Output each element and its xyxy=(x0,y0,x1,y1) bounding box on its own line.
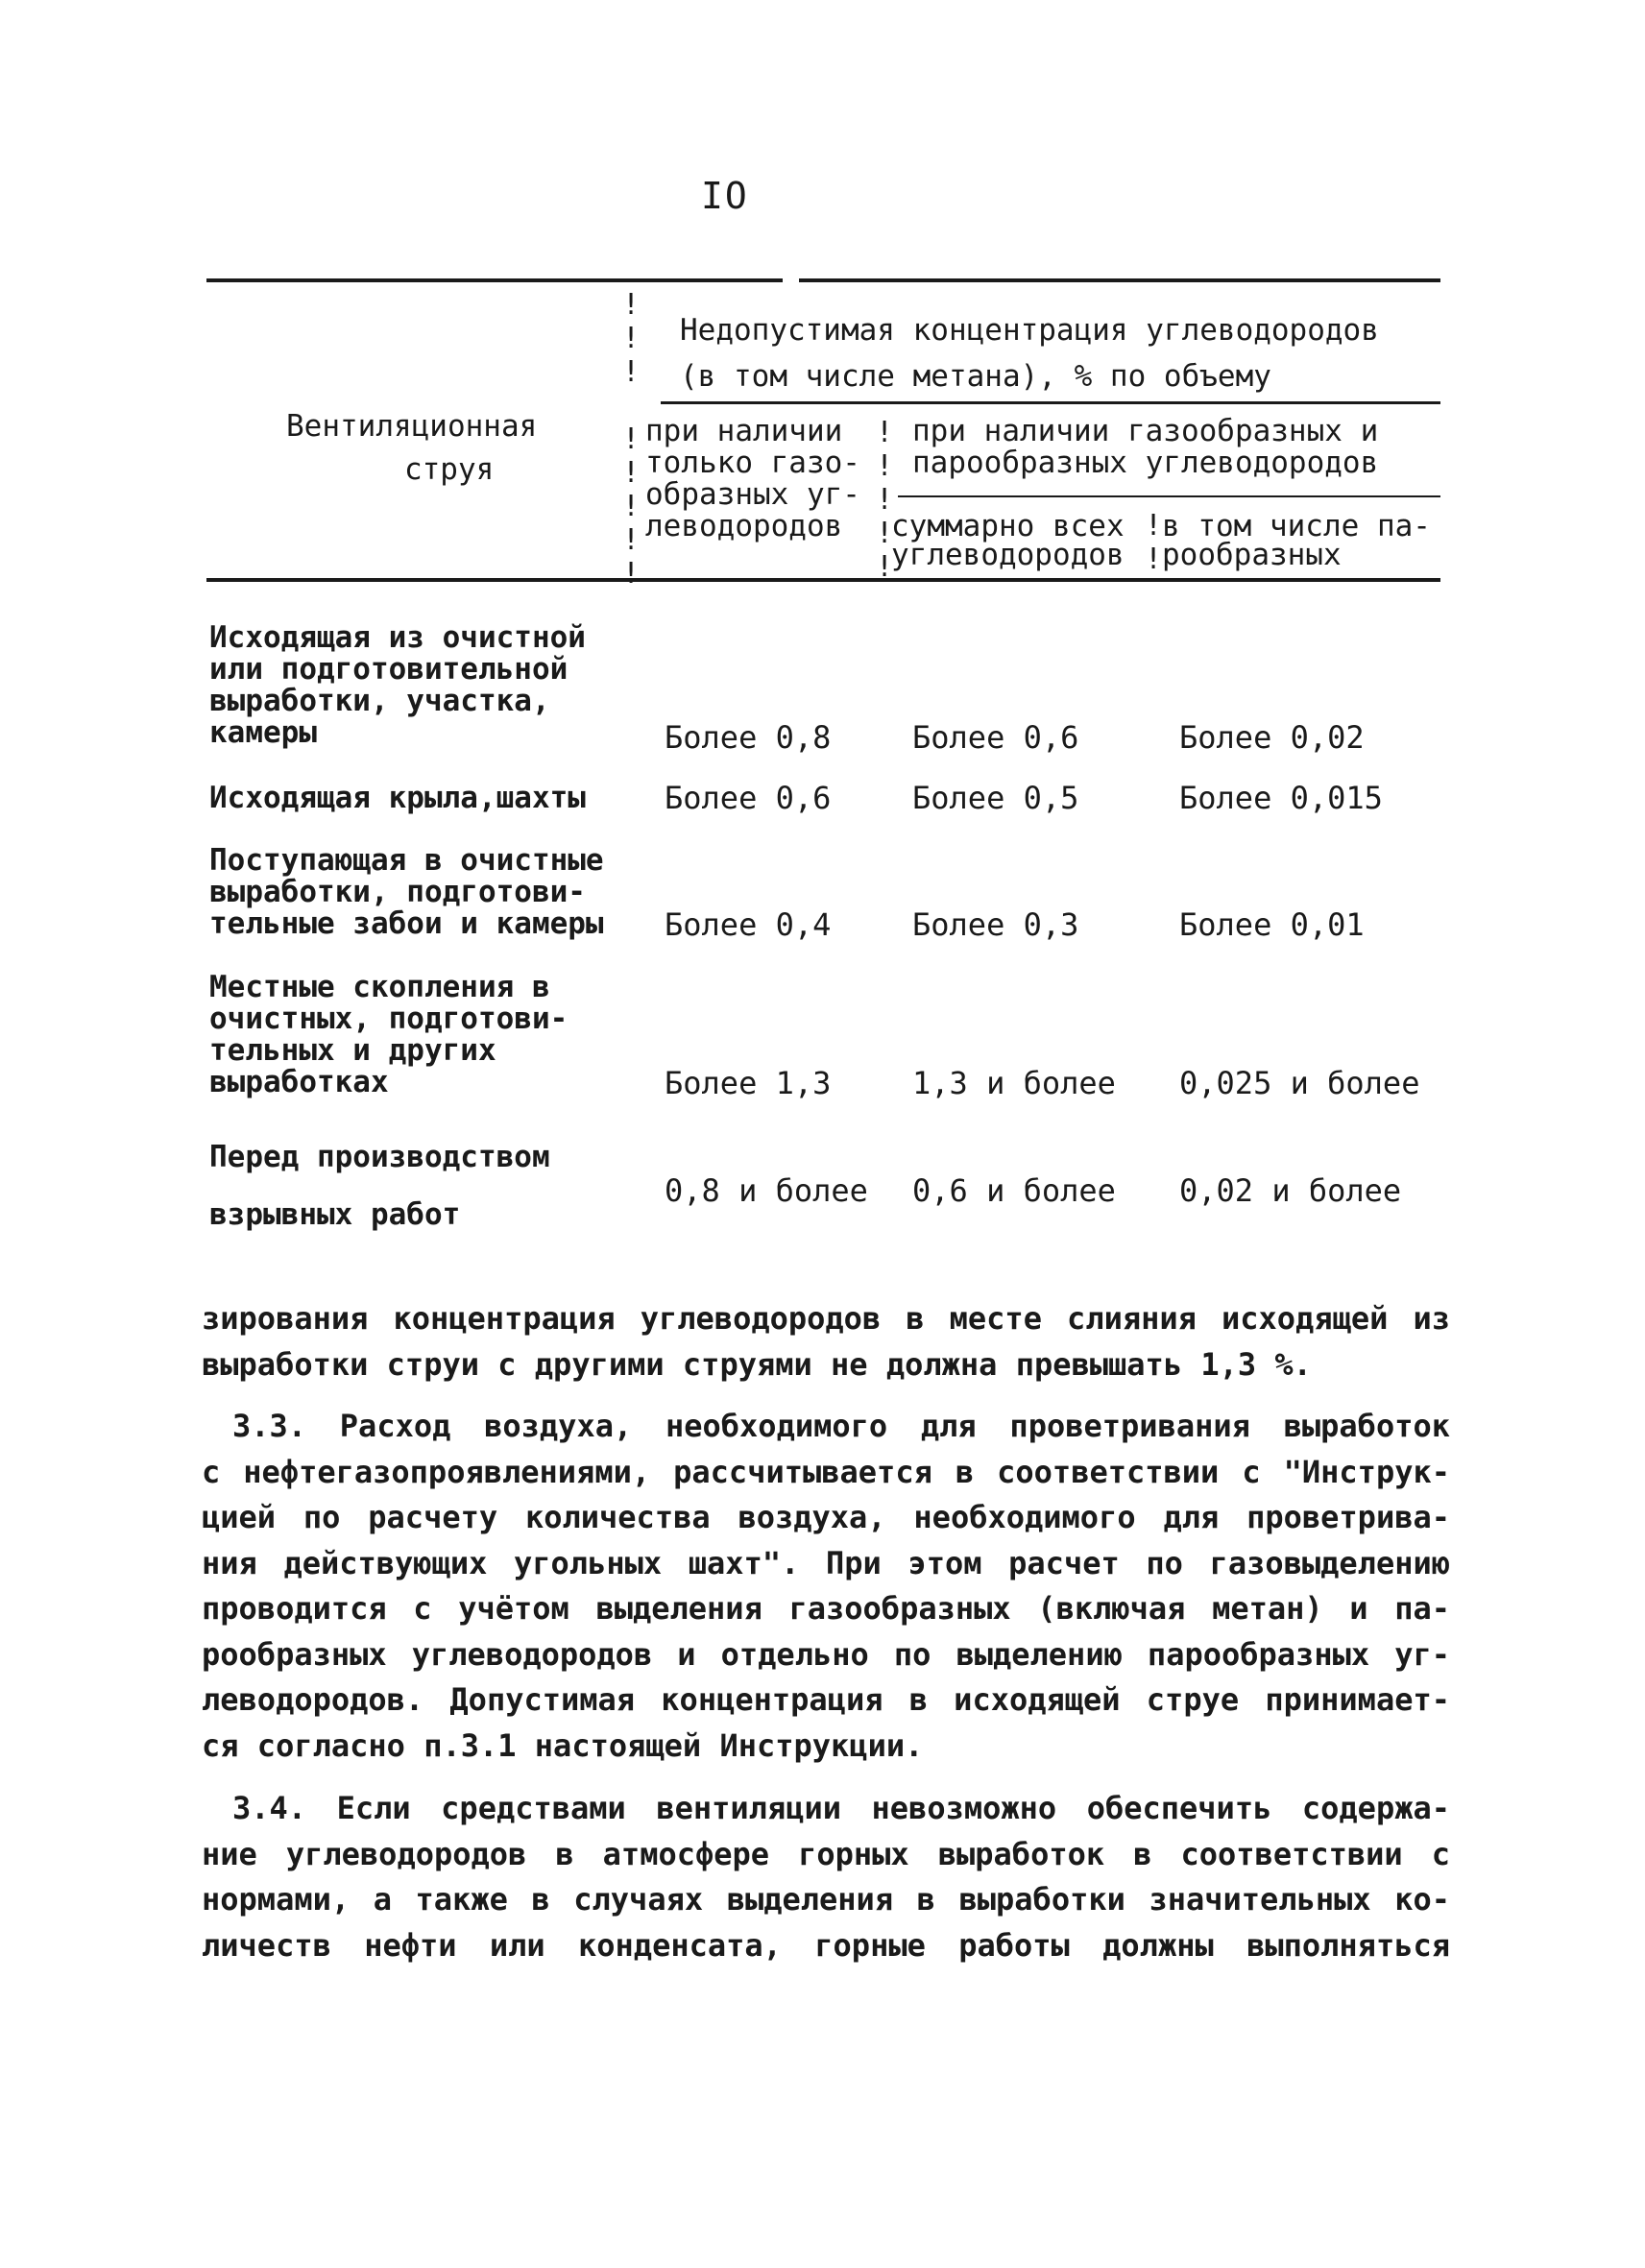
table-cell: Более 0,4 xyxy=(665,906,832,943)
table-top-rule xyxy=(206,278,783,282)
table-cell: Более 0,02 xyxy=(1179,719,1365,756)
page-number: IO xyxy=(701,175,749,217)
table-cell: Более 1,3 xyxy=(665,1065,832,1101)
group-header-concentration: Недопустимая концентрация углеводородов (в том числе метана), % по объему xyxy=(680,313,1379,394)
subheader-total-hydrocarbons: суммарно всех углеводородов xyxy=(891,509,1125,572)
header-separator-mid: ! ! ! ! ! xyxy=(876,416,894,584)
subheader-gas-vapor: при наличии газообразных и парообразных углеводородов xyxy=(912,414,1379,480)
paragraph-3-3: 3.3. Расход воздуха, необходимого для проветривания выработок с нефтегазопроявлениями, рассчитывается в соответствии с "Инструк- цией по расчету количества воздуха, необходимого для проветрива- ния действующих угольных шахт". При этом расчет по газовыделению проводится с учётом выделения газообразных (включая метан) и па- рообразных углеводородов и отдельно по выделению парообразных уг- леводородов. Допустимая концентрация в исходящей струе принимает- ся согласно п.3.1 настоящей Инструкции. xyxy=(202,1408,1450,1764)
subgroup-rule xyxy=(898,495,1440,497)
table-row-label: Поступающая в очистные выработки, подготови- тельные забои и камеры xyxy=(209,843,604,941)
table-header-bottom-rule xyxy=(206,578,1440,582)
group-header-rule xyxy=(661,401,1440,404)
table-row-label: Исходящая крыла,шахты xyxy=(209,781,586,815)
table-cell: 1,3 и более xyxy=(912,1065,1116,1101)
table-cell: Более 0,01 xyxy=(1179,906,1365,943)
header-separator-right: ! ! xyxy=(1145,509,1163,576)
header-separator-left: ! ! ! ! ! ! ! ! xyxy=(622,288,641,591)
table-top-rule-right xyxy=(799,278,1440,282)
table-cell: Более 0,015 xyxy=(1179,780,1383,816)
subheader-gas-only: при наличии только газо- образных уг- леводородов xyxy=(645,414,860,543)
table-cell: Более 0,8 xyxy=(665,719,832,756)
table-cell: 0,6 и более xyxy=(912,1172,1116,1209)
table-row-label: Исходящая из очистной или подготовительной выработки, участка, камеры xyxy=(209,620,586,750)
column-header-ventilation: Вентиляционная струя xyxy=(286,409,538,487)
table-row-label: Перед производством взрывных работ xyxy=(209,1140,550,1232)
subheader-vapor-hydrocarbons: в том числе па- рообразных xyxy=(1162,509,1431,572)
table-cell: Более 0,3 xyxy=(912,906,1079,943)
table-cell: 0,025 и более xyxy=(1179,1065,1420,1101)
table-cell: Более 0,6 xyxy=(912,719,1079,756)
paragraph-continuation: зирования концентрация углеводородов в месте слияния исходящей из выработки струи с другими струями не должна превышать 1,3 %. xyxy=(202,1300,1450,1383)
table-cell: Более 0,5 xyxy=(912,780,1079,816)
table-cell: Более 0,6 xyxy=(665,780,832,816)
paragraph-3-4: 3.4. Если средствами вентиляции невозможно обеспечить содержа- ние углеводородов в атмосфере горных выработок в соответствии с нормами, а также в случаях выделения в выработки значительных ко- личеств нефти или конденсата, горные работы должны выполняться xyxy=(202,1790,1450,1964)
table-cell: 0,8 и более xyxy=(665,1172,868,1209)
table-row-label: Местные скопления в очистных, подготови- тельных и других выработках xyxy=(209,970,568,1099)
table-cell: 0,02 и более xyxy=(1179,1172,1402,1209)
